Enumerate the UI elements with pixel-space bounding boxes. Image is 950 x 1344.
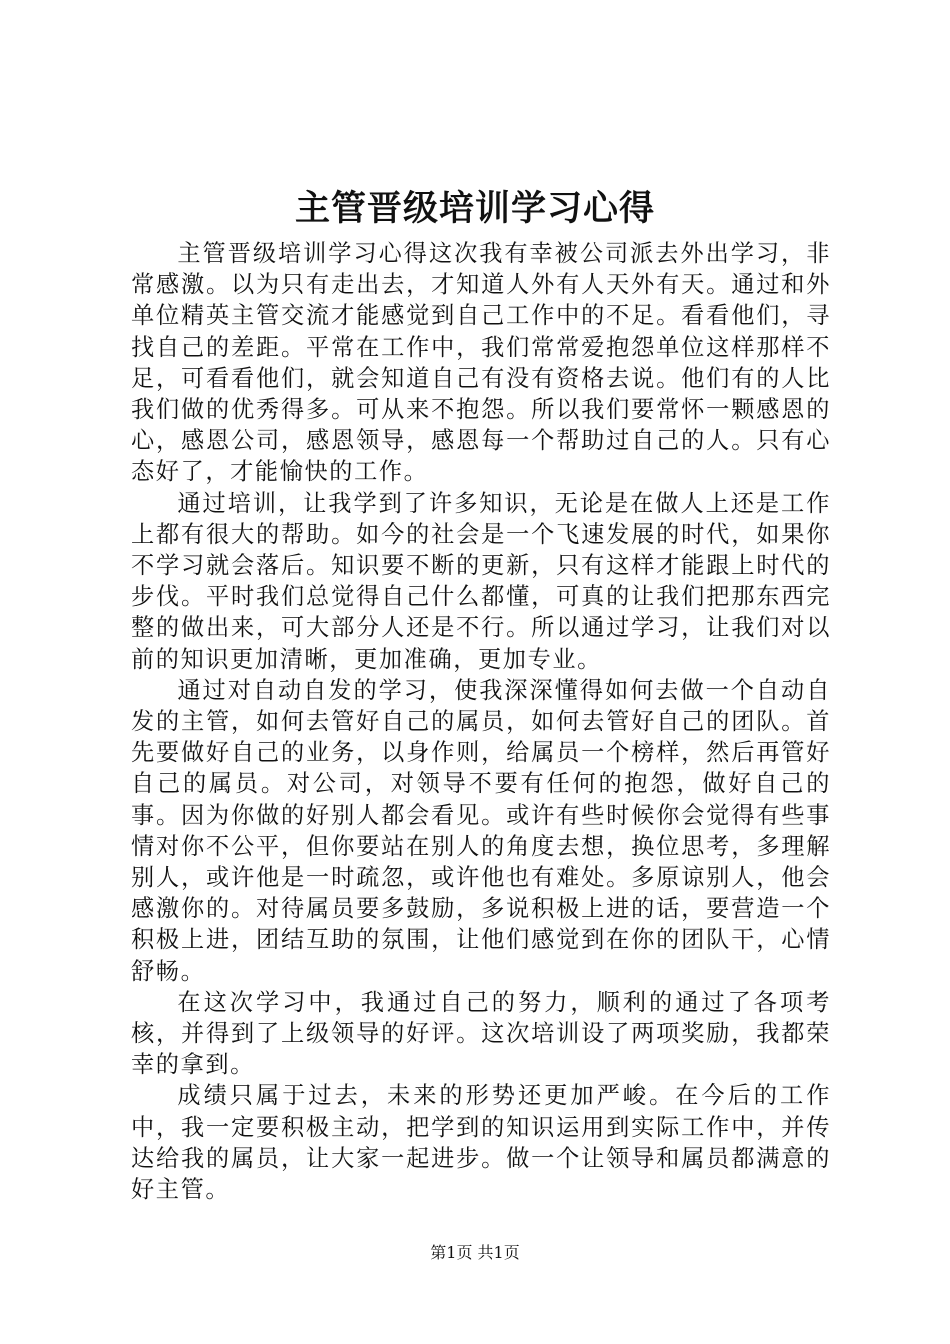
paragraph-5: 成绩只属于过去，未来的形势还更加严峻。在今后的工作中，我一定要积极主动，把学到的知识运用到实际工作中，并传达给我的属员，让大家一起进步。做一个让领导和属员都满意的好主管。 — [131, 1082, 831, 1204]
paragraph-4: 在这次学习中，我通过自己的努力，顺利的通过了各项考核，并得到了上级领导的好评。这次培训设了两项奖励，我都荣幸的拿到。 — [131, 988, 831, 1079]
paragraph-3: 通过对自动自发的学习，使我深深懂得如何去做一个自动自发的主管，如何去管好自己的属员，如何去管好自己的团队。首先要做好自己的业务，以身作则，给属员一个榜样，然后再管好自己的属员。对公司，对领导不要有任何的抱怨，做好自己的事。因为你做的好别人都会看见。或许有些时候你会觉得有些事情对你不公平，但你要站在别人的角度去想，换位思考，多理解别人，或许他是一时疏忽，或许他也有难处。多原谅别人，他会感激你的。对待属员要多鼓励，多说积极上进的话，要营造一个积极上进，团结互助的氛围，让他们感觉到在你的团队干，心情舒畅。 — [131, 676, 831, 985]
paragraph-1: 主管晋级培训学习心得这次我有幸被公司派去外出学习，非常感激。以为只有走出去，才知道人外有人天外有天。通过和外单位精英主管交流才能感觉到自己工作中的不足。看看他们，寻找自己的差距。平常在工作中，我们常常爱抱怨单位这样那样不足，可看看他们，就会知道自己有没有资格去说。他们有的人比我们做的优秀得多。可从来不抱怨。所以我们要常怀一颗感恩的心，感恩公司，感恩领导，感恩每一个帮助过自己的人。只有心态好了，才能愉快的工作。 — [131, 240, 831, 486]
paragraph-2: 通过培训，让我学到了许多知识，无论是在做人上还是工作上都有很大的帮助。如今的社会是一个飞速发展的时代，如果你不学习就会落后。知识要不断的更新，只有这样才能跟上时代的步伐。平时我们总觉得自己什么都懂，可真的让我们把那东西完整的做出来，可大部分人还是不行。所以通过学习，让我们对以前的知识更加清晰，更加准确，更加专业。 — [131, 489, 831, 673]
page-footer: 第1页 共1页 — [430, 1243, 520, 1262]
document-title: 主管晋级培训学习心得 — [294, 188, 655, 229]
document-body — [131, 238, 831, 1205]
